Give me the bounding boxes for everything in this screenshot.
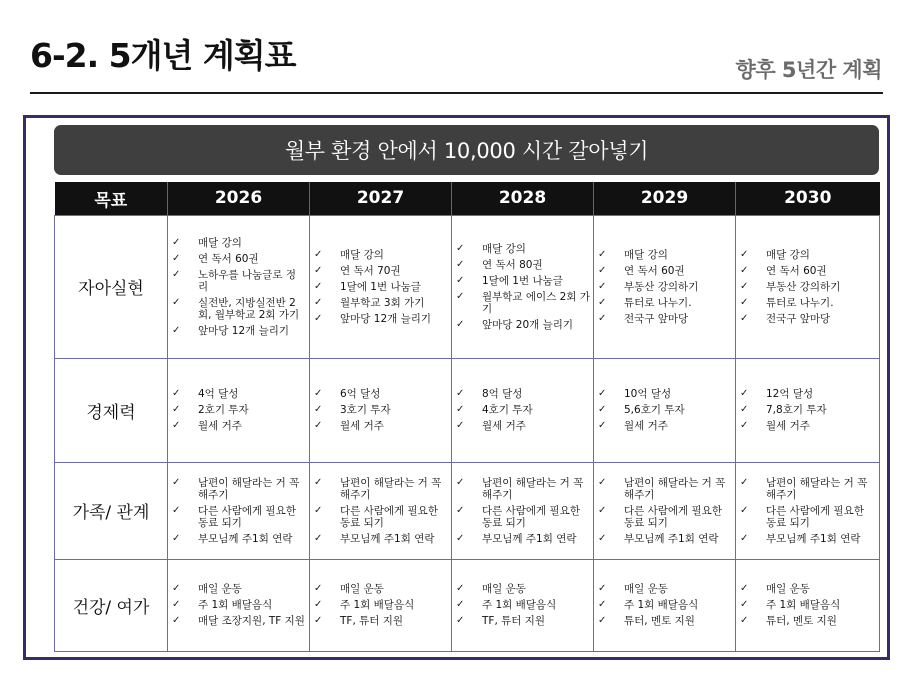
page-title: 6-2. 5개년 계획표 [30,36,296,75]
plan-cell [310,462,452,559]
plan-frame [23,115,890,660]
checkmark-icon: ✓ [172,236,181,248]
goal-item-text: 월세 거주 [482,420,526,432]
goal-item [452,291,590,315]
goal-item-text: 튜터로 나누기. [624,296,692,309]
goal-item [452,599,590,611]
goal-item-text: 남편이 해달라는 거 꼭 해주기 [624,476,726,501]
checkmark-icon: ✓ [598,280,607,292]
goal-item-text: 월세 거주 [340,420,384,432]
goal-item [452,243,590,255]
goal-item [594,505,732,529]
checkmark-icon: ✓ [456,290,465,302]
checkmark-icon: ✓ [456,404,465,415]
plan-cell [736,559,880,651]
checkmark-icon: ✓ [172,388,181,399]
plan-cell [594,462,736,559]
goal-item-text: 앞마당 20개 늘리기 [482,318,574,331]
checkmark-icon: ✓ [172,268,181,280]
goal-item [736,420,876,432]
goal-item [594,388,732,400]
goal-item [736,505,876,529]
checkmark-icon: ✓ [314,404,323,415]
goal-item [452,533,590,545]
goal-item [168,599,306,611]
goal-item-text: 튜터, 멘토 지원 [624,615,695,627]
table-row [55,215,880,358]
checkmark-icon: ✓ [456,615,465,626]
checkmark-icon: ✓ [598,476,607,488]
goal-item-text: 부모님께 주1회 연락 [766,532,861,545]
checkmark-icon: ✓ [740,615,749,626]
checkmark-icon: ✓ [314,388,323,399]
goal-item-text: 연 독서 60권 [198,252,259,265]
goal-item-text: 다른 사람에게 필요한 동료 되기 [340,504,438,529]
goal-list [452,477,590,545]
plan-cell [452,462,594,559]
checkmark-icon: ✓ [314,296,323,308]
goal-item-text: 부모님께 주1회 연락 [482,532,577,545]
goal-item [310,297,448,309]
goal-item-text: 튜터로 나누기. [766,296,834,309]
checkmark-icon: ✓ [456,242,465,254]
checkmark-icon: ✓ [740,296,749,308]
goal-item-text: 매달 조장지원, TF 지원 [198,615,305,627]
goal-item [452,319,590,331]
goal-item-text: 주 1회 배달음식 [198,599,273,611]
goal-item [452,477,590,501]
goal-item [452,404,590,416]
checkmark-icon: ✓ [598,420,607,431]
goal-item [736,281,876,293]
five-year-plan-table [54,182,880,652]
goal-item [310,420,448,432]
checkmark-icon: ✓ [740,264,749,276]
goal-item [594,265,732,277]
goal-header: 목표 [55,182,168,215]
checkmark-icon: ✓ [172,252,181,264]
goal-item-text: 주 1회 배달음식 [482,599,557,611]
plan-cell [452,215,594,358]
goal-item [736,313,876,325]
goal-item [736,265,876,277]
plan-cell [452,358,594,462]
plan-cell [168,462,310,559]
checkmark-icon: ✓ [456,583,465,594]
year-header: 2028 [452,182,594,215]
goal-item-text: 10억 달성 [624,388,672,400]
goal-item-text: 부모님께 주1회 연락 [340,532,435,545]
checkmark-icon: ✓ [314,312,323,324]
year-header: 2026 [168,182,310,215]
goal-item-text: 남편이 해달라는 거 꼭 해주기 [198,476,300,501]
goal-item-text: 남편이 해달라는 거 꼭 해주기 [766,476,868,501]
checkmark-icon: ✓ [456,504,465,516]
checkmark-icon: ✓ [172,532,181,544]
category-label: 가족/ 관계 [55,462,168,559]
goal-item [310,281,448,293]
checkmark-icon: ✓ [598,599,607,610]
table-header-row [55,182,880,215]
goal-item [310,477,448,501]
goal-item [310,249,448,261]
plan-cell [452,559,594,651]
goal-list [310,249,448,325]
goal-item-text: 월세 거주 [198,420,242,432]
checkmark-icon: ✓ [172,420,181,431]
checkmark-icon: ✓ [456,388,465,399]
goal-item [594,477,732,501]
goal-item-text: 월세 거주 [766,420,810,432]
plan-cell [310,559,452,651]
goal-item-text: 매달 강의 [624,248,668,261]
checkmark-icon: ✓ [740,388,749,399]
goal-list [594,388,732,432]
goal-item [168,505,306,529]
checkmark-icon: ✓ [172,404,181,415]
goal-item [310,599,448,611]
goal-list [736,477,876,545]
plan-cell [736,358,880,462]
checkmark-icon: ✓ [456,532,465,544]
checkmark-icon: ✓ [172,583,181,594]
goal-item [168,253,306,265]
goal-item-text: 부동산 강의하기 [766,280,841,293]
goal-list [452,388,590,432]
goal-item [736,249,876,261]
goal-list [310,477,448,545]
goal-item-text: 다른 사람에게 필요한 동료 되기 [198,504,296,529]
goal-item [168,269,306,293]
checkmark-icon: ✓ [740,504,749,516]
goal-item-text: 6억 달성 [340,388,381,400]
checkmark-icon: ✓ [456,274,465,286]
checkmark-icon: ✓ [314,532,323,544]
goal-item-text: 주 1회 배달음식 [340,599,415,611]
goal-item [310,615,448,627]
checkmark-icon: ✓ [456,420,465,431]
checkmark-icon: ✓ [172,504,181,516]
goal-item [594,615,732,627]
checkmark-icon: ✓ [740,312,749,324]
goal-item-text: 연 독서 60권 [766,264,827,277]
goal-item-text: 월부학교 3회 가기 [340,296,425,309]
goal-item [594,249,732,261]
goal-item [594,533,732,545]
goal-item-text: 연 독서 80권 [482,258,543,271]
checkmark-icon: ✓ [172,615,181,626]
category-label: 경제력 [55,358,168,462]
goal-item-text: 5,6호기 투자 [624,404,685,416]
plan-cell [594,559,736,651]
goal-item [168,477,306,501]
goal-item-text: 전국구 앞마당 [624,312,689,325]
goal-item [168,325,306,337]
goal-item [736,533,876,545]
plan-cell [594,215,736,358]
goal-item [168,615,306,627]
goal-item [310,505,448,529]
goal-item [310,583,448,595]
plan-cell [310,215,452,358]
title-divider [30,92,883,94]
goal-item [594,583,732,595]
plan-cell [736,215,880,358]
checkmark-icon: ✓ [740,280,749,292]
goal-item [168,388,306,400]
goal-item-text: 매일 운동 [482,583,526,595]
goal-item-text: 부모님께 주1회 연락 [198,532,293,545]
goal-item [168,583,306,595]
goal-item [452,275,590,287]
checkmark-icon: ✓ [598,264,607,276]
checkmark-icon: ✓ [314,476,323,488]
goal-list [168,237,306,337]
goal-item-text: 8억 달성 [482,388,523,400]
goal-list [310,388,448,432]
goal-item-text: 매일 운동 [624,583,668,595]
checkmark-icon: ✓ [172,476,181,488]
goal-item [310,265,448,277]
category-label: 건강/ 여가 [55,559,168,651]
checkmark-icon: ✓ [314,280,323,292]
goal-list [594,583,732,627]
goal-item-text: 앞마당 12개 늘리기 [340,312,432,325]
goal-item-text: 부동산 강의하기 [624,280,699,293]
checkmark-icon: ✓ [314,248,323,260]
page-subtitle: 향후 5년간 계획 [735,58,882,82]
goal-item-text: 주 1회 배달음식 [624,599,699,611]
goal-list [594,249,732,325]
plan-cell [594,358,736,462]
goal-item [168,420,306,432]
checkmark-icon: ✓ [598,388,607,399]
goal-list [168,388,306,432]
goal-item [452,420,590,432]
goal-item-text: 부모님께 주1회 연락 [624,532,719,545]
plan-cell [736,462,880,559]
checkmark-icon: ✓ [314,599,323,610]
checkmark-icon: ✓ [314,615,323,626]
goal-item-text: 남편이 해달라는 거 꼭 해주기 [340,476,442,501]
goal-item-text: 12억 달성 [766,388,814,400]
checkmark-icon: ✓ [314,583,323,594]
goal-item [452,505,590,529]
goal-item-text: 전국구 앞마당 [766,312,831,325]
goal-item-text: 다른 사람에게 필요한 동료 되기 [624,504,722,529]
goal-item [452,615,590,627]
goal-item-text: 앞마당 12개 늘리기 [198,324,290,337]
checkmark-icon: ✓ [314,420,323,431]
goal-item-text: 실전반, 지방실전반 2회, 월부학교 2회 가기 [198,296,300,321]
goal-item [310,388,448,400]
checkmark-icon: ✓ [456,599,465,610]
plan-cell [310,358,452,462]
goal-item [594,599,732,611]
goal-item [736,615,876,627]
checkmark-icon: ✓ [598,583,607,594]
goal-item [168,533,306,545]
checkmark-icon: ✓ [314,264,323,276]
checkmark-icon: ✓ [598,504,607,516]
goal-item [736,599,876,611]
checkmark-icon: ✓ [598,615,607,626]
checkmark-icon: ✓ [172,324,181,336]
checkmark-icon: ✓ [740,532,749,544]
checkmark-icon: ✓ [740,248,749,260]
goal-list [168,477,306,545]
goal-item-text: 4억 달성 [198,388,239,400]
goal-item [736,297,876,309]
checkmark-icon: ✓ [740,420,749,431]
checkmark-icon: ✓ [456,476,465,488]
goal-item [310,533,448,545]
goal-item-text: TF, 튜터 지원 [482,615,546,627]
checkmark-icon: ✓ [314,504,323,516]
goal-item-text: 다른 사람에게 필요한 동료 되기 [482,504,580,529]
goal-item [736,477,876,501]
goal-item [168,237,306,249]
checkmark-icon: ✓ [598,248,607,260]
checkmark-icon: ✓ [456,258,465,270]
goal-item [452,583,590,595]
checkmark-icon: ✓ [598,404,607,415]
goal-item-text: 다른 사람에게 필요한 동료 되기 [766,504,864,529]
goal-list [452,243,590,331]
goal-item [168,404,306,416]
checkmark-icon: ✓ [172,296,181,308]
goal-item-text: 4호기 투자 [482,404,533,416]
goal-item [452,259,590,271]
plan-banner: 월부 환경 안에서 10,000 시간 갈아넣기 [54,125,879,175]
goal-item-text: 주 1회 배달음식 [766,599,841,611]
goal-item-text: TF, 튜터 지원 [340,615,404,627]
goal-list [594,477,732,545]
goal-item-text: 월세 거주 [624,420,668,432]
goal-item-text: 연 독서 70권 [340,264,401,277]
plan-cell [168,559,310,651]
checkmark-icon: ✓ [598,532,607,544]
year-header: 2029 [594,182,736,215]
goal-list [736,388,876,432]
table-row [55,462,880,559]
goal-item-text: 매달 강의 [198,236,242,249]
goal-item [594,404,732,416]
goal-item [594,420,732,432]
goal-item-text: 1달에 1번 나눔글 [340,280,421,293]
goal-item [310,404,448,416]
goal-list [452,583,590,627]
table-row [55,358,880,462]
goal-list [736,249,876,325]
goal-item-text: 매일 운동 [766,583,810,595]
checkmark-icon: ✓ [172,599,181,610]
goal-item-text: 남편이 해달라는 거 꼭 해주기 [482,476,584,501]
checkmark-icon: ✓ [740,583,749,594]
category-label: 자아실현 [55,215,168,358]
year-header: 2027 [310,182,452,215]
year-header: 2030 [736,182,880,215]
goal-item-text: 월부학교 에이스 2회 가기 [482,290,590,315]
goal-item [594,297,732,309]
goal-item [736,388,876,400]
checkmark-icon: ✓ [740,599,749,610]
goal-item [736,583,876,595]
checkmark-icon: ✓ [740,476,749,488]
goal-item-text: 1달에 1번 나눔글 [482,274,563,287]
goal-item-text: 매일 운동 [340,583,384,595]
goal-item [594,281,732,293]
table-row [55,559,880,651]
goal-list [168,583,306,627]
plan-cell [168,358,310,462]
goal-item [594,313,732,325]
goal-item-text: 매달 강의 [482,242,526,255]
goal-item-text: 노하우를 나눔글로 정리 [198,268,296,293]
goal-item-text: 7,8호기 투자 [766,404,827,416]
goal-list [736,583,876,627]
goal-item-text: 3호기 투자 [340,404,391,416]
checkmark-icon: ✓ [598,312,607,324]
goal-item [168,297,306,321]
goal-item-text: 매일 운동 [198,583,242,595]
goal-item [452,388,590,400]
checkmark-icon: ✓ [456,318,465,330]
checkmark-icon: ✓ [598,296,607,308]
goal-list [310,583,448,627]
plan-cell [168,215,310,358]
goal-item [310,313,448,325]
goal-item-text: 매달 강의 [766,248,810,261]
goal-item-text: 튜터, 멘토 지원 [766,615,837,627]
goal-item [736,404,876,416]
goal-item-text: 매달 강의 [340,248,384,261]
goal-item-text: 2호기 투자 [198,404,249,416]
goal-item-text: 연 독서 60권 [624,264,685,277]
checkmark-icon: ✓ [740,404,749,415]
